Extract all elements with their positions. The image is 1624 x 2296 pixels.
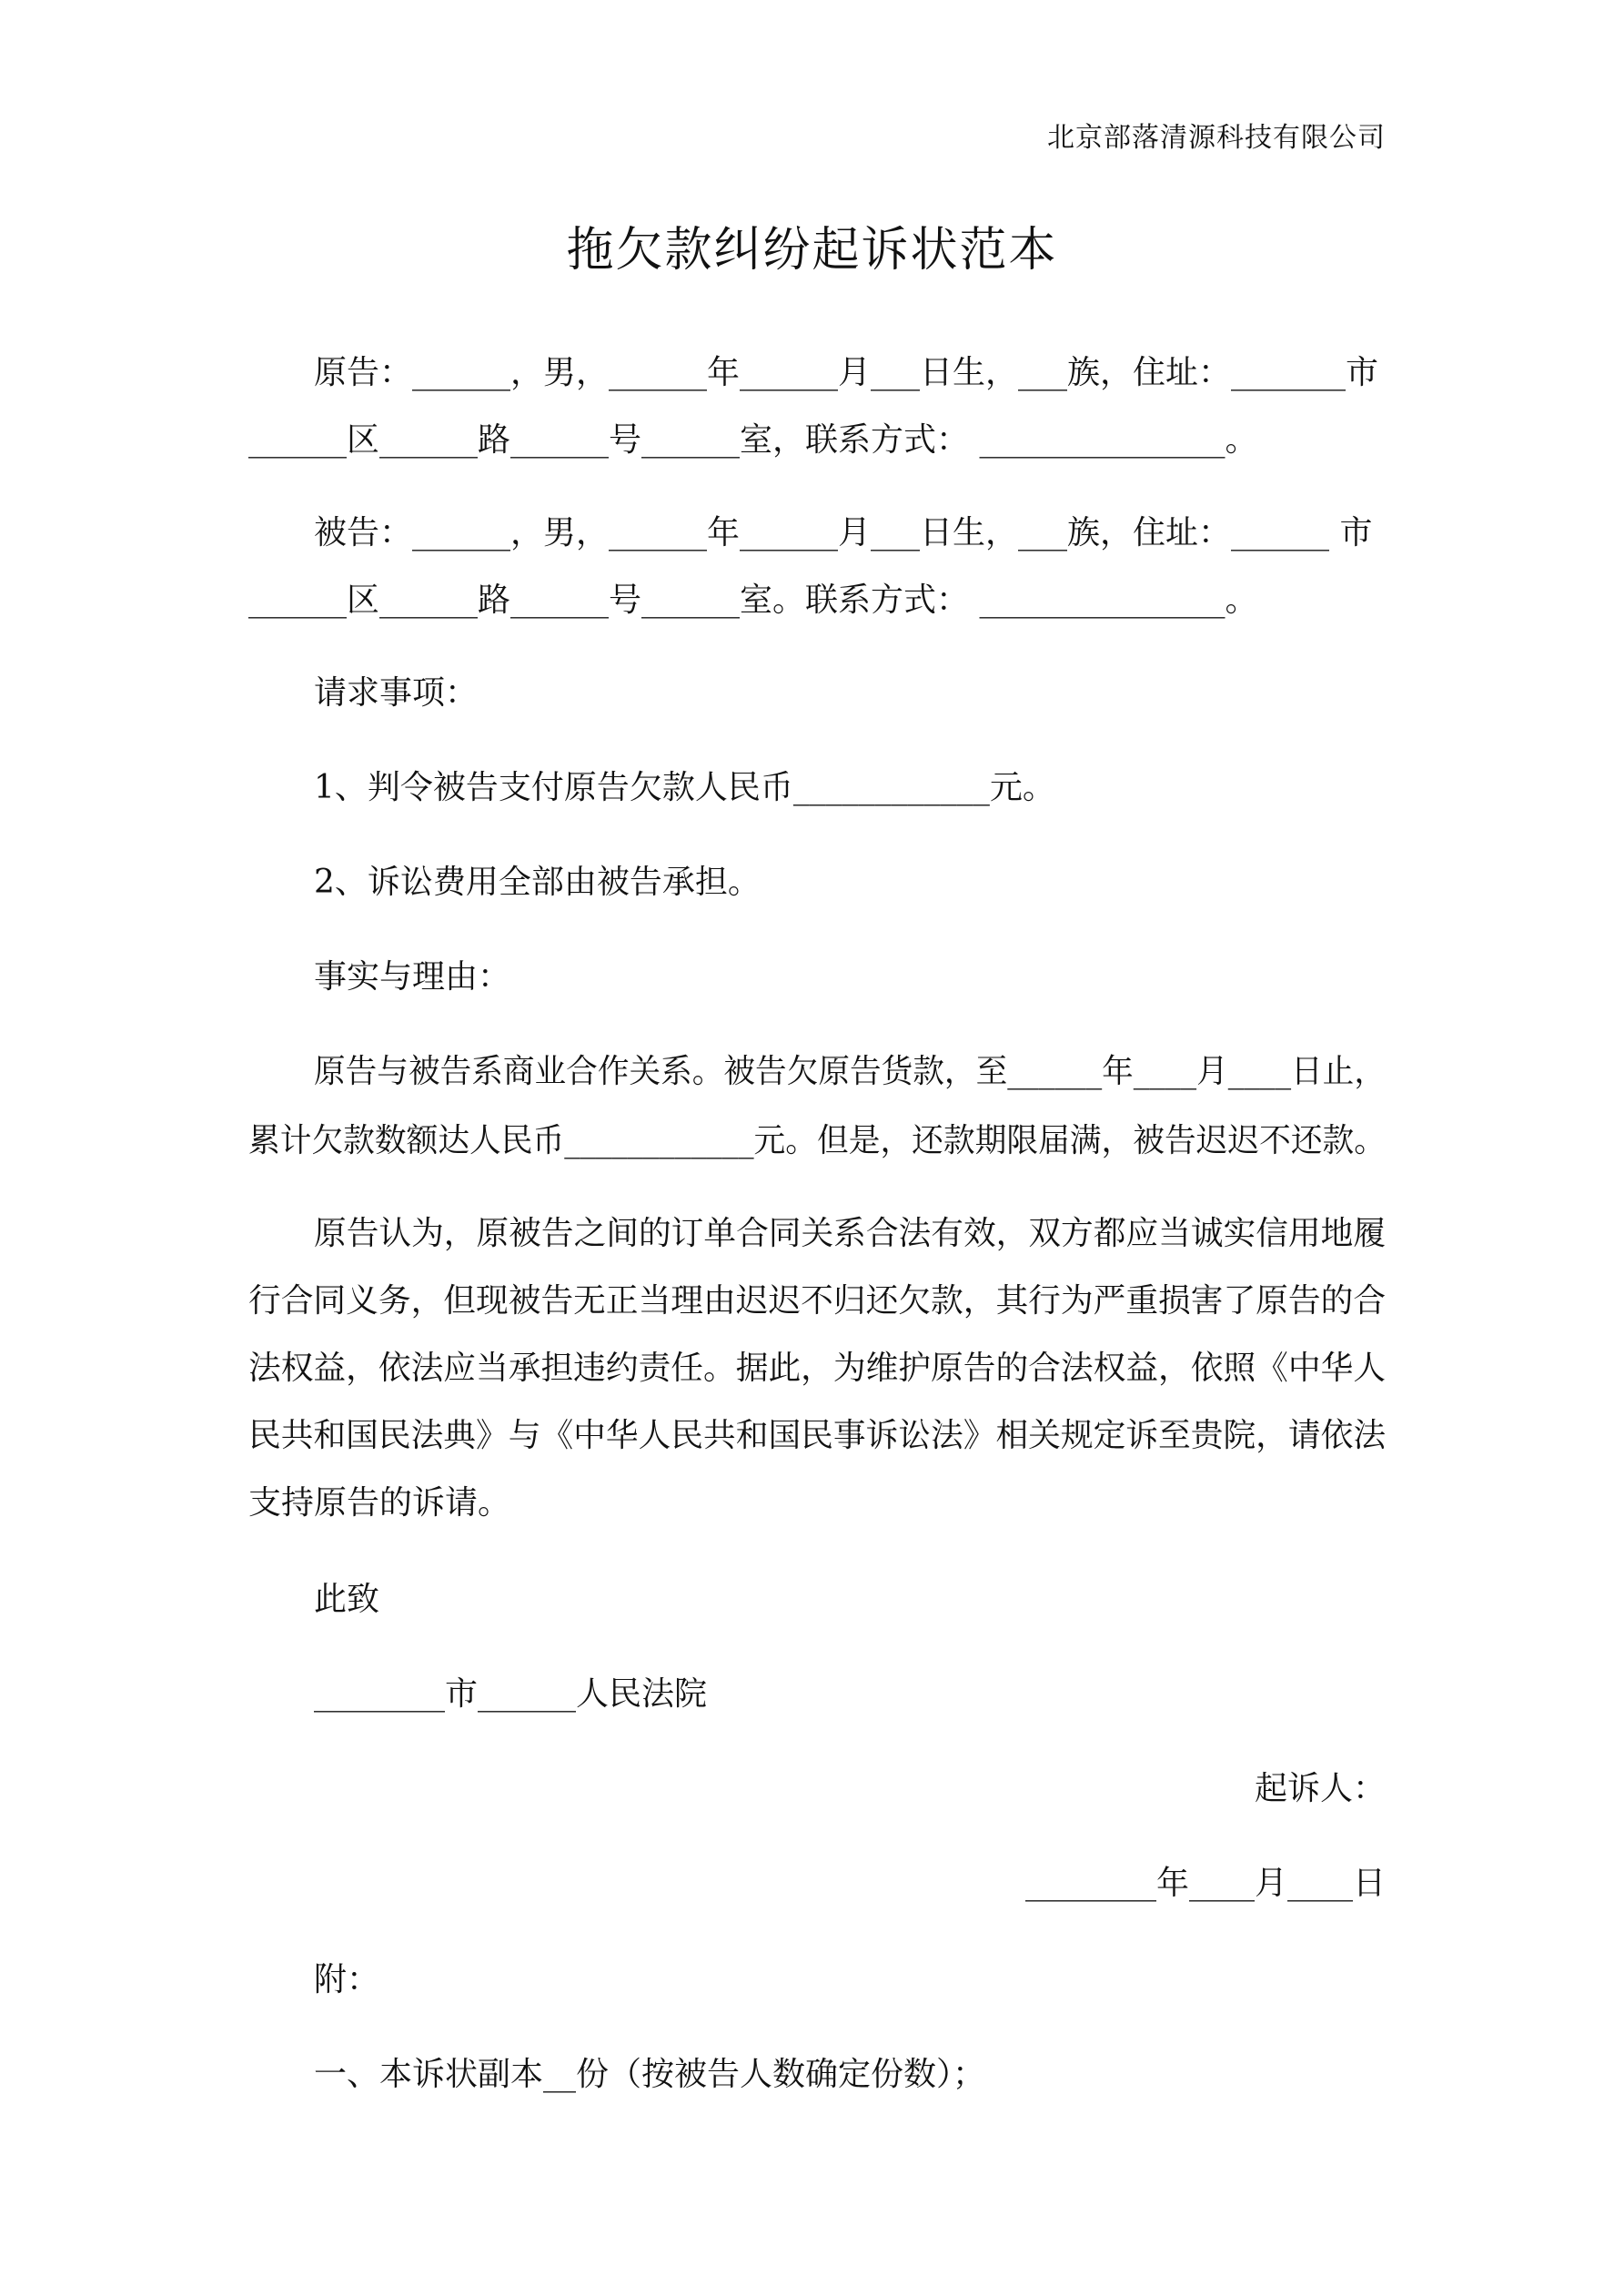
claims-heading: 请求事项： bbox=[314, 674, 479, 712]
plaintiff-line-1: 原告：______，男，______年______月___日生，___族，住址：_______市 bbox=[314, 354, 1379, 391]
facts-paragraph-2-line-3: 法权益，依法应当承担违约责任。据此，为维护原告的合法权益，依照《中华人 bbox=[248, 1350, 1387, 1387]
plaintiff-line-2: ______区______路______号______室，联系方式： _______________。 bbox=[248, 421, 1258, 459]
facts-paragraph-2-line-1: 原告认为，原被告之间的订单合同关系合法有效，双方都应当诚实信用地履 bbox=[314, 1215, 1387, 1252]
court-addressee: ________市______人民法院 bbox=[314, 1675, 708, 1713]
claim-2: 2、诉讼费用全部由被告承担。 bbox=[314, 864, 761, 901]
facts-heading: 事实与理由： bbox=[314, 958, 511, 996]
company-header: 北京部落清源科技有限公司 bbox=[1047, 122, 1386, 154]
document-title: 拖欠款纠纷起诉状范本 bbox=[566, 223, 1058, 278]
signature-date: ________年____月____日 bbox=[1025, 1865, 1386, 1902]
closing-salutation: 此致 bbox=[314, 1581, 380, 1618]
signer-label: 起诉人： bbox=[1254, 1770, 1386, 1807]
facts-paragraph-2-line-2: 行合同义务，但现被告无正当理由迟迟不归还欠款，其行为严重损害了原告的合 bbox=[248, 1282, 1387, 1320]
attachment-item-1: 一、本诉状副本__份（按被告人数确定份数）； bbox=[314, 2056, 986, 2093]
defendant-line-2: ______区______路______号______室。联系方式： _______________。 bbox=[248, 582, 1258, 619]
facts-paragraph-2-line-4: 民共和国民法典》与《中华人民共和国民事诉讼法》相关规定诉至贵院，请依法 bbox=[248, 1417, 1387, 1454]
attachments-heading: 附： bbox=[314, 1961, 380, 1998]
facts-paragraph-1-line-2: 累计欠款数额达人民币____________元。但是，还款期限届满，被告迟迟不还款。 bbox=[248, 1122, 1387, 1159]
facts-paragraph-2-line-5: 支持原告的诉请。 bbox=[248, 1484, 511, 1522]
facts-paragraph-1-line-1: 原告与被告系商业合作关系。被告欠原告货款，至______年____月____日止， bbox=[314, 1053, 1386, 1090]
claim-1: 1、判令被告支付原告欠款人民币____________元。 bbox=[314, 769, 1055, 806]
defendant-line-1: 被告：______，男，______年______月___日生，___族，住址：______ 市 bbox=[314, 514, 1373, 551]
